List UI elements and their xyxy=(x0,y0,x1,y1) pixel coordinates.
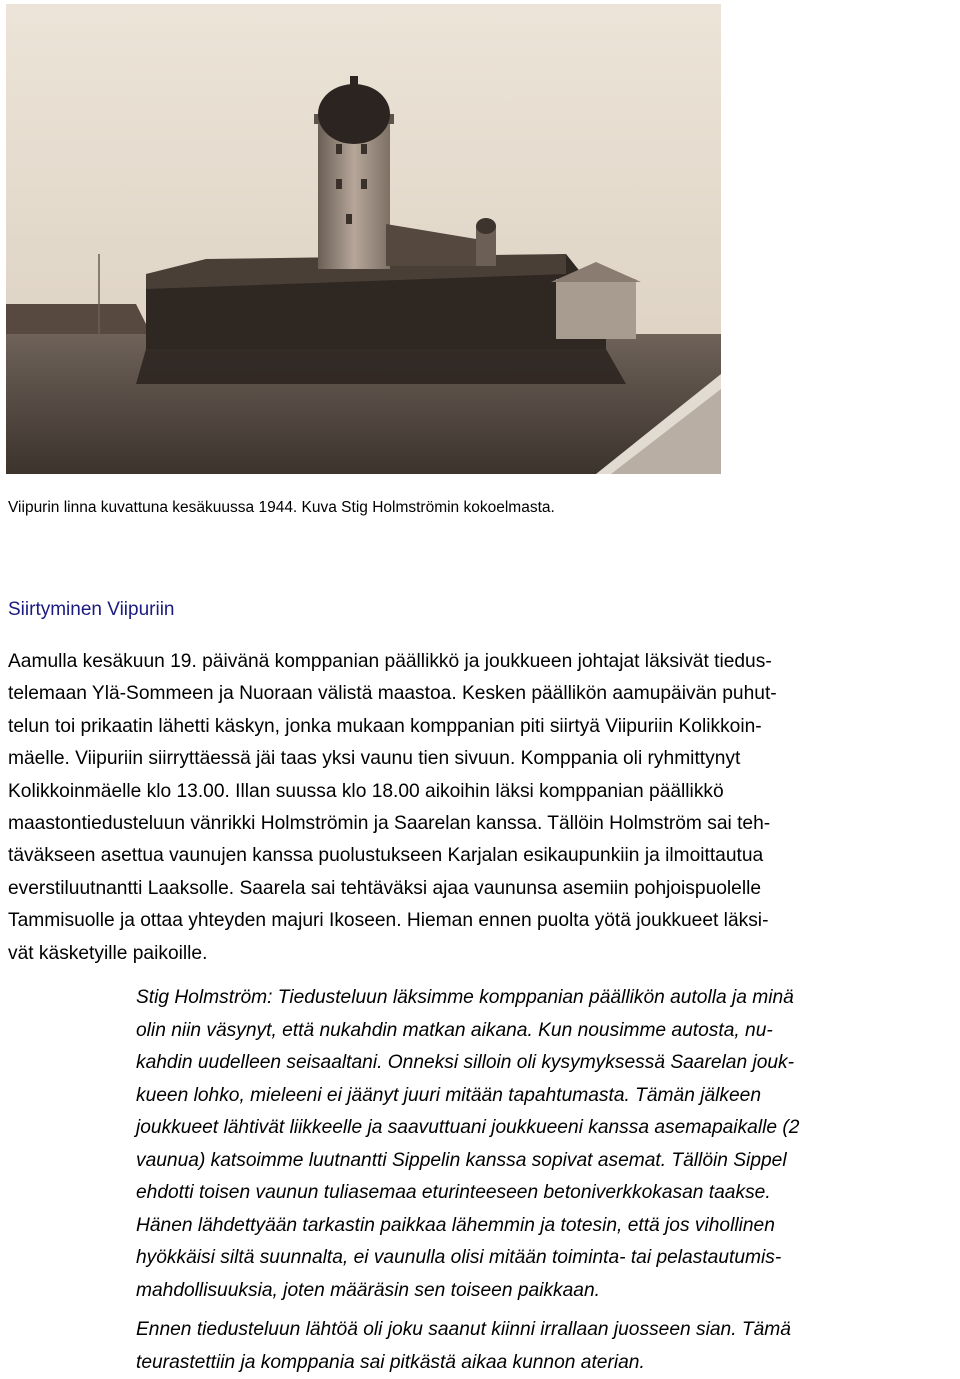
quote-line: teurastettiin ja komppania sai pitkästä aikaa kunnon aterian. xyxy=(136,1347,956,1379)
body-line: Aamulla kesäkuun 19. päivänä komppanian päällikkö ja joukkueen johtajat läksivät tiedus- xyxy=(8,646,952,678)
quote-paragraph xyxy=(136,982,956,1307)
second-quote-paragraph xyxy=(136,1314,956,1379)
quote-line: hyökkäisi siltä suunnalta, ei vaunulla olisi mitään toiminta- tai pelastautumis- xyxy=(136,1242,956,1275)
quote-line: kahdin uudelleen seisaaltani. Onneksi silloin oli kysymyksessä Saarelan jouk- xyxy=(136,1047,956,1080)
body-line: vät käsketyille paikoille. xyxy=(8,938,952,970)
quote-line: olin niin väsynyt, että nukahdin matkan aikana. Kun nousimme autosta, nu- xyxy=(136,1015,956,1048)
quote-line: Hänen lähdettyään tarkastin paikkaa lähemmin ja totesin, että jos vihollinen xyxy=(136,1210,956,1243)
quote-line: Stig Holmström: Tiedusteluun läksimme komppanian päällikön autolla ja minä xyxy=(136,982,956,1015)
body-line: everstiluutnantti Laaksolle. Saarela sai tehtäväksi ajaa vaununsa asemiin pohjoispuolelle xyxy=(8,873,952,905)
quote-line: kueen lohko, mieleeni ei jäänyt juuri mitään tapahtumasta. Tämän jälkeen xyxy=(136,1080,956,1113)
body-line: telun toi prikaatin lähetti käskyn, jonka mukaan komppanian piti siirtyä Viipuriin Kolikkoin- xyxy=(8,711,952,743)
body-line: maastontiedusteluun vänrikki Holmströmin ja Saarelan kanssa. Tällöin Holmström sai teh- xyxy=(8,808,952,840)
quote-line: vaunua) katsoimme luutnantti Sippelin kanssa sopivat asemat. Tällöin Sippel xyxy=(136,1145,956,1178)
body-line: mäelle. Viipuriin siirryttäessä jäi taas yksi vaunu tien sivuun. Komppania oli ryhmittynyt xyxy=(8,743,952,775)
body-line: täväkseen asettua vaunujen kanssa puolustukseen Karjalan esikaupunkiin ja ilmoittautua xyxy=(8,840,952,872)
quote-line: Ennen tiedusteluun lähtöä oli joku saanut kiinni irrallaan juosseen sian. Tämä xyxy=(136,1314,956,1347)
quote-line: mahdollisuuksia, joten määräsin sen toiseen paikkaan. xyxy=(136,1275,956,1308)
castle-photo xyxy=(6,4,721,474)
quote-line: ehdotti toisen vaunun tuliasemaa eturinteeseen betoniverkkokasan taakse. xyxy=(136,1177,956,1210)
body-line: telemaan Ylä-Sommeen ja Nuoraan välistä maastoa. Kesken päällikön aamupäivän puhut- xyxy=(8,678,952,710)
section-heading: Siirtyminen Viipuriin xyxy=(8,598,175,622)
photo-caption: Viipurin linna kuvattuna kesäkuussa 1944. Kuva Stig Holmströmin kokoelmasta. xyxy=(8,498,555,518)
quote-line: joukkueet lähtivät liikkeelle ja saavuttuani joukkueeni kanssa asemapaikalle (2 xyxy=(136,1112,956,1145)
body-paragraph xyxy=(8,646,952,970)
body-line: Tammisuolle ja ottaa yhteyden majuri Ikoseen. Hieman ennen puolta yötä joukkueet läksi- xyxy=(8,905,952,937)
body-line: Kolikkoinmäelle klo 13.00. Illan suussa klo 18.00 aikoihin läksi komppanian päällikkö xyxy=(8,776,952,808)
